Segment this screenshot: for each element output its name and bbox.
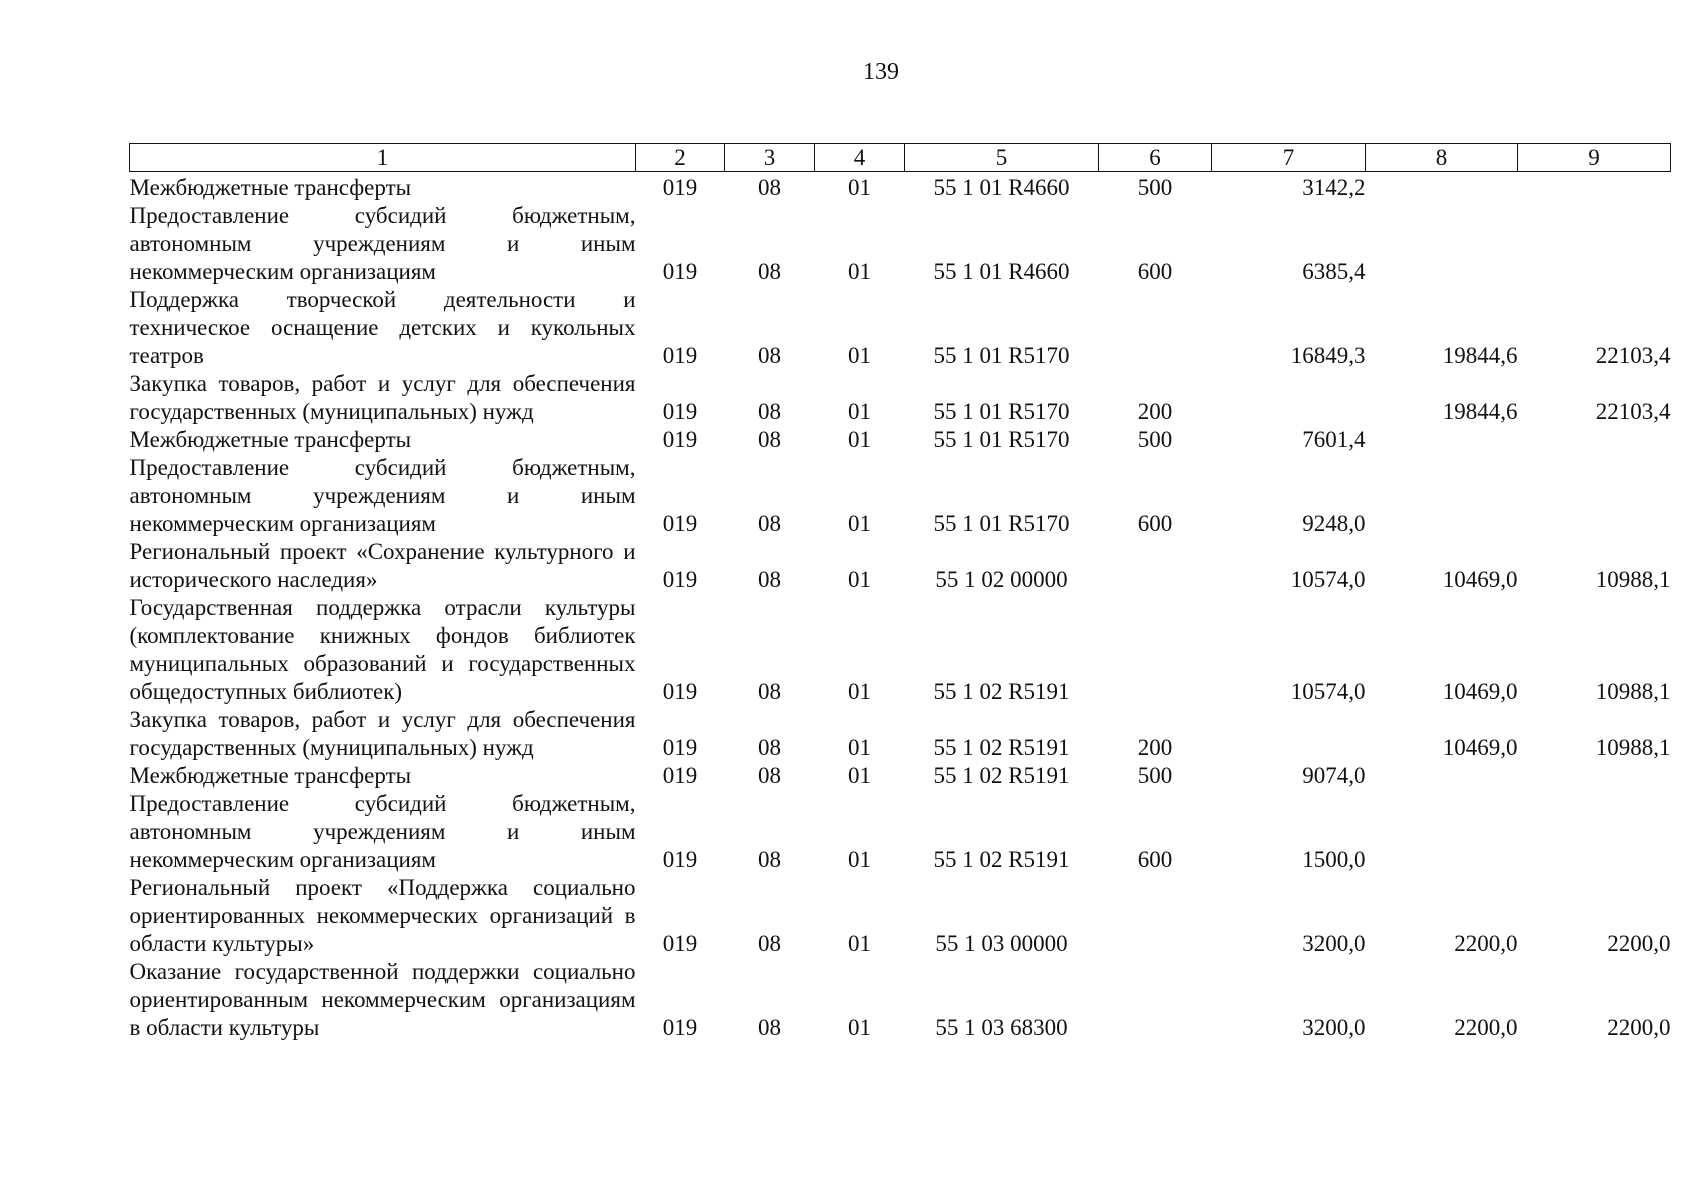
section-cell: 08 <box>758 427 781 452</box>
code-cell: 019 <box>662 847 698 872</box>
row-name-cell: Предоставление субсидий бюджетным, автономным учреждениям и иным некоммерческим организациям <box>129 203 636 284</box>
amount-cell: 3200,0 <box>1302 1015 1366 1040</box>
subsection-cell: 01 <box>848 931 871 956</box>
target-article-cell: 55 1 01 R5170 <box>933 427 1070 452</box>
subsection-cell: 01 <box>848 679 871 704</box>
subsection-cell: 01 <box>848 847 871 872</box>
target-article-cell: 55 1 02 R5191 <box>933 763 1070 788</box>
amount-cell: 10988,1 <box>1595 679 1671 704</box>
expense-type-cell: 600 <box>1137 259 1173 284</box>
amount-cell: 3142,2 <box>1302 175 1366 200</box>
expense-type-cell <box>1099 538 1212 594</box>
target-article-cell: 55 1 03 00000 <box>935 931 1068 956</box>
table-row <box>130 594 1671 706</box>
amount-cell <box>1366 426 1518 454</box>
target-article-cell: 55 1 01 R4660 <box>933 259 1070 284</box>
table-row <box>130 286 1671 370</box>
subsection-cell: 01 <box>848 511 871 536</box>
table-row <box>130 874 1671 958</box>
table-row <box>130 790 1671 874</box>
code-cell: 019 <box>662 175 698 200</box>
code-cell: 019 <box>662 931 698 956</box>
amount-cell: 19844,6 <box>1442 343 1518 368</box>
section-cell: 08 <box>758 399 781 424</box>
amount-cell <box>1366 790 1518 874</box>
expense-type-cell: 600 <box>1137 511 1173 536</box>
amount-cell: 10574,0 <box>1290 679 1366 704</box>
amount-cell <box>1212 370 1366 426</box>
row-name-cell: Предоставление субсидий бюджетным, автономным учреждениям и иным некоммерческим организациям <box>129 455 636 536</box>
expense-type-cell: 600 <box>1137 847 1173 872</box>
subsection-cell: 01 <box>848 1015 871 1040</box>
row-name-cell: Оказание государственной поддержки социально ориентированным некоммерческим организациям в области культуры <box>129 959 636 1040</box>
subsection-cell: 01 <box>848 399 871 424</box>
amount-cell: 7601,4 <box>1302 427 1366 452</box>
target-article-cell: 55 1 01 R5170 <box>933 511 1070 536</box>
amount-cell: 9248,0 <box>1302 511 1366 536</box>
column-header: 8 <box>1366 144 1518 172</box>
amount-cell: 10469,0 <box>1442 679 1518 704</box>
row-name-cell: Предоставление субсидий бюджетным, автономным учреждениям и иным некоммерческим организациям <box>129 791 636 872</box>
column-header: 7 <box>1212 144 1366 172</box>
subsection-cell: 01 <box>848 763 871 788</box>
subsection-cell: 01 <box>848 427 871 452</box>
column-header: 3 <box>725 144 815 172</box>
amount-cell: 10469,0 <box>1442 735 1518 760</box>
row-name-cell: Межбюджетные трансферты <box>129 427 412 452</box>
table-row <box>130 454 1671 538</box>
table-row <box>130 706 1671 762</box>
amount-cell <box>1366 172 1518 203</box>
code-cell: 019 <box>662 399 698 424</box>
code-cell: 019 <box>662 735 698 760</box>
column-header: 1 <box>130 144 636 172</box>
section-cell: 08 <box>758 343 781 368</box>
subsection-cell: 01 <box>848 259 871 284</box>
amount-cell: 6385,4 <box>1302 259 1366 284</box>
section-cell: 08 <box>758 763 781 788</box>
section-cell: 08 <box>758 175 781 200</box>
amount-cell: 16849,3 <box>1290 343 1366 368</box>
subsection-cell: 01 <box>848 567 871 592</box>
expense-type-cell <box>1099 594 1212 706</box>
section-cell: 08 <box>758 259 781 284</box>
amount-cell <box>1518 762 1671 790</box>
section-cell: 08 <box>758 931 781 956</box>
target-article-cell: 55 1 01 R4660 <box>933 175 1070 200</box>
table-row <box>130 538 1671 594</box>
amount-cell: 10988,1 <box>1595 567 1671 592</box>
code-cell: 019 <box>662 763 698 788</box>
amount-cell: 22103,4 <box>1595 399 1671 424</box>
section-cell: 08 <box>758 847 781 872</box>
amount-cell <box>1518 172 1671 203</box>
code-cell: 019 <box>662 567 698 592</box>
amount-cell: 10988,1 <box>1595 735 1671 760</box>
target-article-cell: 55 1 02 00000 <box>935 567 1068 592</box>
target-article-cell: 55 1 01 R5170 <box>933 343 1070 368</box>
section-cell: 08 <box>758 679 781 704</box>
amount-cell: 19844,6 <box>1442 399 1518 424</box>
table-row <box>130 426 1671 454</box>
column-numbers-row <box>130 144 1671 172</box>
section-cell: 08 <box>758 567 781 592</box>
expense-type-cell: 500 <box>1137 763 1173 788</box>
amount-cell: 1500,0 <box>1302 847 1366 872</box>
table-row <box>130 762 1671 790</box>
amount-cell: 9074,0 <box>1302 763 1366 788</box>
table-row <box>130 958 1671 1042</box>
column-header: 9 <box>1518 144 1671 172</box>
amount-cell <box>1366 454 1518 538</box>
amount-cell <box>1518 790 1671 874</box>
code-cell: 019 <box>662 1015 698 1040</box>
code-cell: 019 <box>662 259 698 284</box>
amount-cell <box>1518 202 1671 286</box>
row-name-cell: Региональный проект «Поддержка социально ориентированных некоммерческих организаций в области культуры» <box>129 875 636 956</box>
table-row <box>130 370 1671 426</box>
expense-type-cell <box>1099 958 1212 1042</box>
row-name-cell: Региональный проект «Сохранение культурного и исторического наследия» <box>129 539 636 592</box>
section-cell: 08 <box>758 511 781 536</box>
row-name-cell: Государственная поддержка отрасли культуры (комплектование книжных фондов библиотек муниципальных образований и государственных общедоступных библиотек) <box>129 595 636 704</box>
column-header: 2 <box>636 144 725 172</box>
column-header: 4 <box>815 144 905 172</box>
subsection-cell: 01 <box>848 175 871 200</box>
amount-cell <box>1366 762 1518 790</box>
column-header: 5 <box>905 144 1099 172</box>
expense-type-cell: 500 <box>1137 175 1173 200</box>
section-cell: 08 <box>758 1015 781 1040</box>
code-cell: 019 <box>662 427 698 452</box>
code-cell: 019 <box>662 511 698 536</box>
amount-cell: 2200,0 <box>1607 1015 1671 1040</box>
row-name-cell: Закупка товаров, работ и услуг для обеспечения государственных (муниципальных) нужд <box>129 371 636 424</box>
expense-type-cell: 200 <box>1137 399 1173 424</box>
expense-type-cell <box>1099 874 1212 958</box>
target-article-cell: 55 1 03 68300 <box>935 1015 1068 1040</box>
table-row <box>130 202 1671 286</box>
budget-table <box>129 143 1671 1042</box>
target-article-cell: 55 1 02 R5191 <box>933 679 1070 704</box>
amount-cell <box>1518 426 1671 454</box>
amount-cell: 22103,4 <box>1595 343 1671 368</box>
amount-cell: 3200,0 <box>1302 931 1366 956</box>
row-name-cell: Поддержка творческой деятельности и техническое оснащение детских и кукольных театров <box>129 287 636 368</box>
target-article-cell: 55 1 02 R5191 <box>933 847 1070 872</box>
table-row <box>130 172 1671 203</box>
row-name-cell: Закупка товаров, работ и услуг для обеспечения государственных (муниципальных) нужд <box>129 707 636 760</box>
amount-cell <box>1212 706 1366 762</box>
expense-type-cell: 200 <box>1137 735 1173 760</box>
amount-cell: 2200,0 <box>1607 931 1671 956</box>
subsection-cell: 01 <box>848 735 871 760</box>
amount-cell: 10469,0 <box>1442 567 1518 592</box>
code-cell: 019 <box>662 343 698 368</box>
section-cell: 08 <box>758 735 781 760</box>
column-header: 6 <box>1099 144 1212 172</box>
code-cell: 019 <box>662 679 698 704</box>
row-name-cell: Межбюджетные трансферты <box>129 763 412 788</box>
amount-cell: 2200,0 <box>1454 931 1518 956</box>
page-number: 139 <box>863 59 899 85</box>
amount-cell <box>1366 202 1518 286</box>
target-article-cell: 55 1 01 R5170 <box>933 399 1070 424</box>
target-article-cell: 55 1 02 R5191 <box>933 735 1070 760</box>
row-name-cell: Межбюджетные трансферты <box>129 175 412 200</box>
amount-cell <box>1518 454 1671 538</box>
expense-type-cell: 500 <box>1137 427 1173 452</box>
amount-cell: 10574,0 <box>1290 567 1366 592</box>
subsection-cell: 01 <box>848 343 871 368</box>
amount-cell: 2200,0 <box>1454 1015 1518 1040</box>
expense-type-cell <box>1099 286 1212 370</box>
